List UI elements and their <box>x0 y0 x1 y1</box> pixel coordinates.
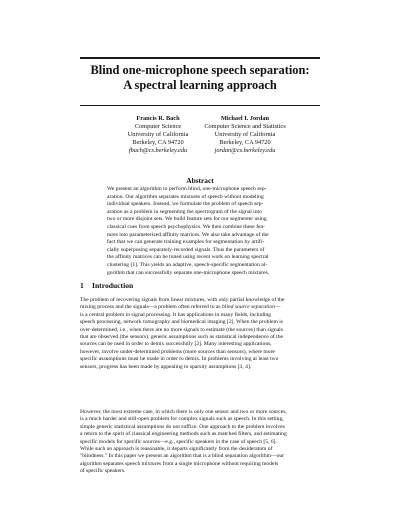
paragraph-line: sensors, progress has been made by appealing to sparsity assumptions [3, 4]. <box>80 363 252 370</box>
author-location: Berkeley, CA 94720 <box>132 138 184 146</box>
paragraph-line: However, the most extreme case, in which there is only one sensor and two or more sources, <box>80 409 287 415</box>
intro-paragraph <box>80 409 322 476</box>
emphasized-term: blind source separation <box>221 304 275 311</box>
abstract-line: fact that we can generate training examples for segmentation by artifi- <box>107 239 265 246</box>
paragraph-line: however, involve under-determined problems (more sources than sensors), where more <box>80 348 275 355</box>
paragraph-line: that are observed (the sensors), generic assumptions such as statistical independence of the <box>80 334 284 341</box>
author-institution: University of California <box>214 130 276 138</box>
paragraph-line: is a central problem in signal processing. It has applications in many fields, including <box>80 311 271 318</box>
abstract-line: the affinity matrices can be tuned using recent work on learning spectral <box>107 254 269 261</box>
author-name: Francis R. Bach <box>136 115 180 122</box>
paragraph-line: sources can be used in order to demix successfully [2]. Many interesting applications, <box>80 341 272 348</box>
abstract-line: aration as a problem in segmenting the spectrogram of the signal into <box>107 208 262 215</box>
paper-title <box>60 63 340 93</box>
author-dept: Computer Science and Statistics <box>204 122 286 130</box>
author-location: Berkeley, CA 94720 <box>219 138 271 146</box>
author-dept: Computer Science <box>134 122 182 130</box>
abstract-line: We present an algorithm to perform blind, one-microphone speech sep- <box>107 186 267 192</box>
abstract-line: cially superposing separately-recorded signals. Thus the parameters of <box>107 246 265 253</box>
title-rule-top <box>80 57 320 59</box>
author-name: Michael I. Jordan <box>220 115 270 122</box>
paragraph-line: a return to the spirit of classical engineering methods such as matched filters, and estimating <box>80 431 287 438</box>
title-line: A spectral learning approach <box>123 78 277 92</box>
paragraph-line: is a much harder and still-open problem for complex signals such as speech. In this setting, <box>80 416 284 423</box>
paragraph-line: The problem of recovering signals from linear mixtures, with only partial knowledge of the <box>80 297 285 303</box>
section-heading <box>80 281 280 290</box>
abstract-line: gorithm that can successfully separate one-microphone speech mixtures. <box>107 269 270 276</box>
title-rule-bottom <box>80 105 320 106</box>
paragraph-line: "blindness." In this paper we present an algorithm that is a blind separation algorithm—our <box>80 453 285 460</box>
abstract-line: aration. Our algorithm separates mixtures of speech without modeling <box>107 193 264 200</box>
section-title: Introduction <box>92 281 134 290</box>
abstract-heading: Abstract <box>186 176 214 185</box>
abstract-body <box>107 186 295 277</box>
abstract-line: two or more disjoint sets. We build feature sets for our segmenter using <box>107 216 267 223</box>
abstract-line: clustering [1]. This yields an adaptive, speech-specific segmentation al- <box>107 261 268 268</box>
paragraph-line: speech processing, network tomography and biomedical imaging [2]. When the problem is <box>80 319 283 326</box>
author-email: fbach@cs.berkeley.edu <box>128 146 188 154</box>
paragraph-line: over-determined, i.e., when there are no more signals to estimate (the sources) than signals <box>80 326 283 333</box>
author-block <box>180 115 310 155</box>
paragraph-line: algorithm separates speech mixtures from a single microphone without requiring models <box>80 460 279 467</box>
abstract-line: classical cues from speech psychophysics. We then combine these fea- <box>107 223 265 230</box>
paragraph-line: of specific speakers. <box>80 468 126 475</box>
title-line: Blind one-microphone speech separation: <box>90 63 310 77</box>
author-institution: University of California <box>127 130 189 138</box>
abstract-line: individual speakers. Instead, we formulate the problem of speech sep- <box>107 201 264 208</box>
author-email: jordan@cs.berkeley.edu <box>214 146 276 154</box>
paragraph-line: mixing process and the signals—a problem often referred to as blind source separation— <box>80 304 281 311</box>
intro-paragraph <box>80 297 322 371</box>
paragraph-line: simple generic statistical assumptions do not suffice. One approach to the problem involves <box>80 423 285 430</box>
section-number: 1 <box>80 281 84 290</box>
paragraph-line: specific assumptions must be made in order to demix. In problems involving at least two <box>80 356 279 363</box>
paragraph-line: While such an approach is reasonable, it departs significantly from the desideratum of <box>80 446 273 453</box>
abstract-line: tures into parameterized affinity matrices. We also take advantage of the <box>107 231 269 238</box>
paragraph-line: specific models for specific sources—e.g., specific speakers in the case of speech [5, 6]. <box>80 438 277 445</box>
